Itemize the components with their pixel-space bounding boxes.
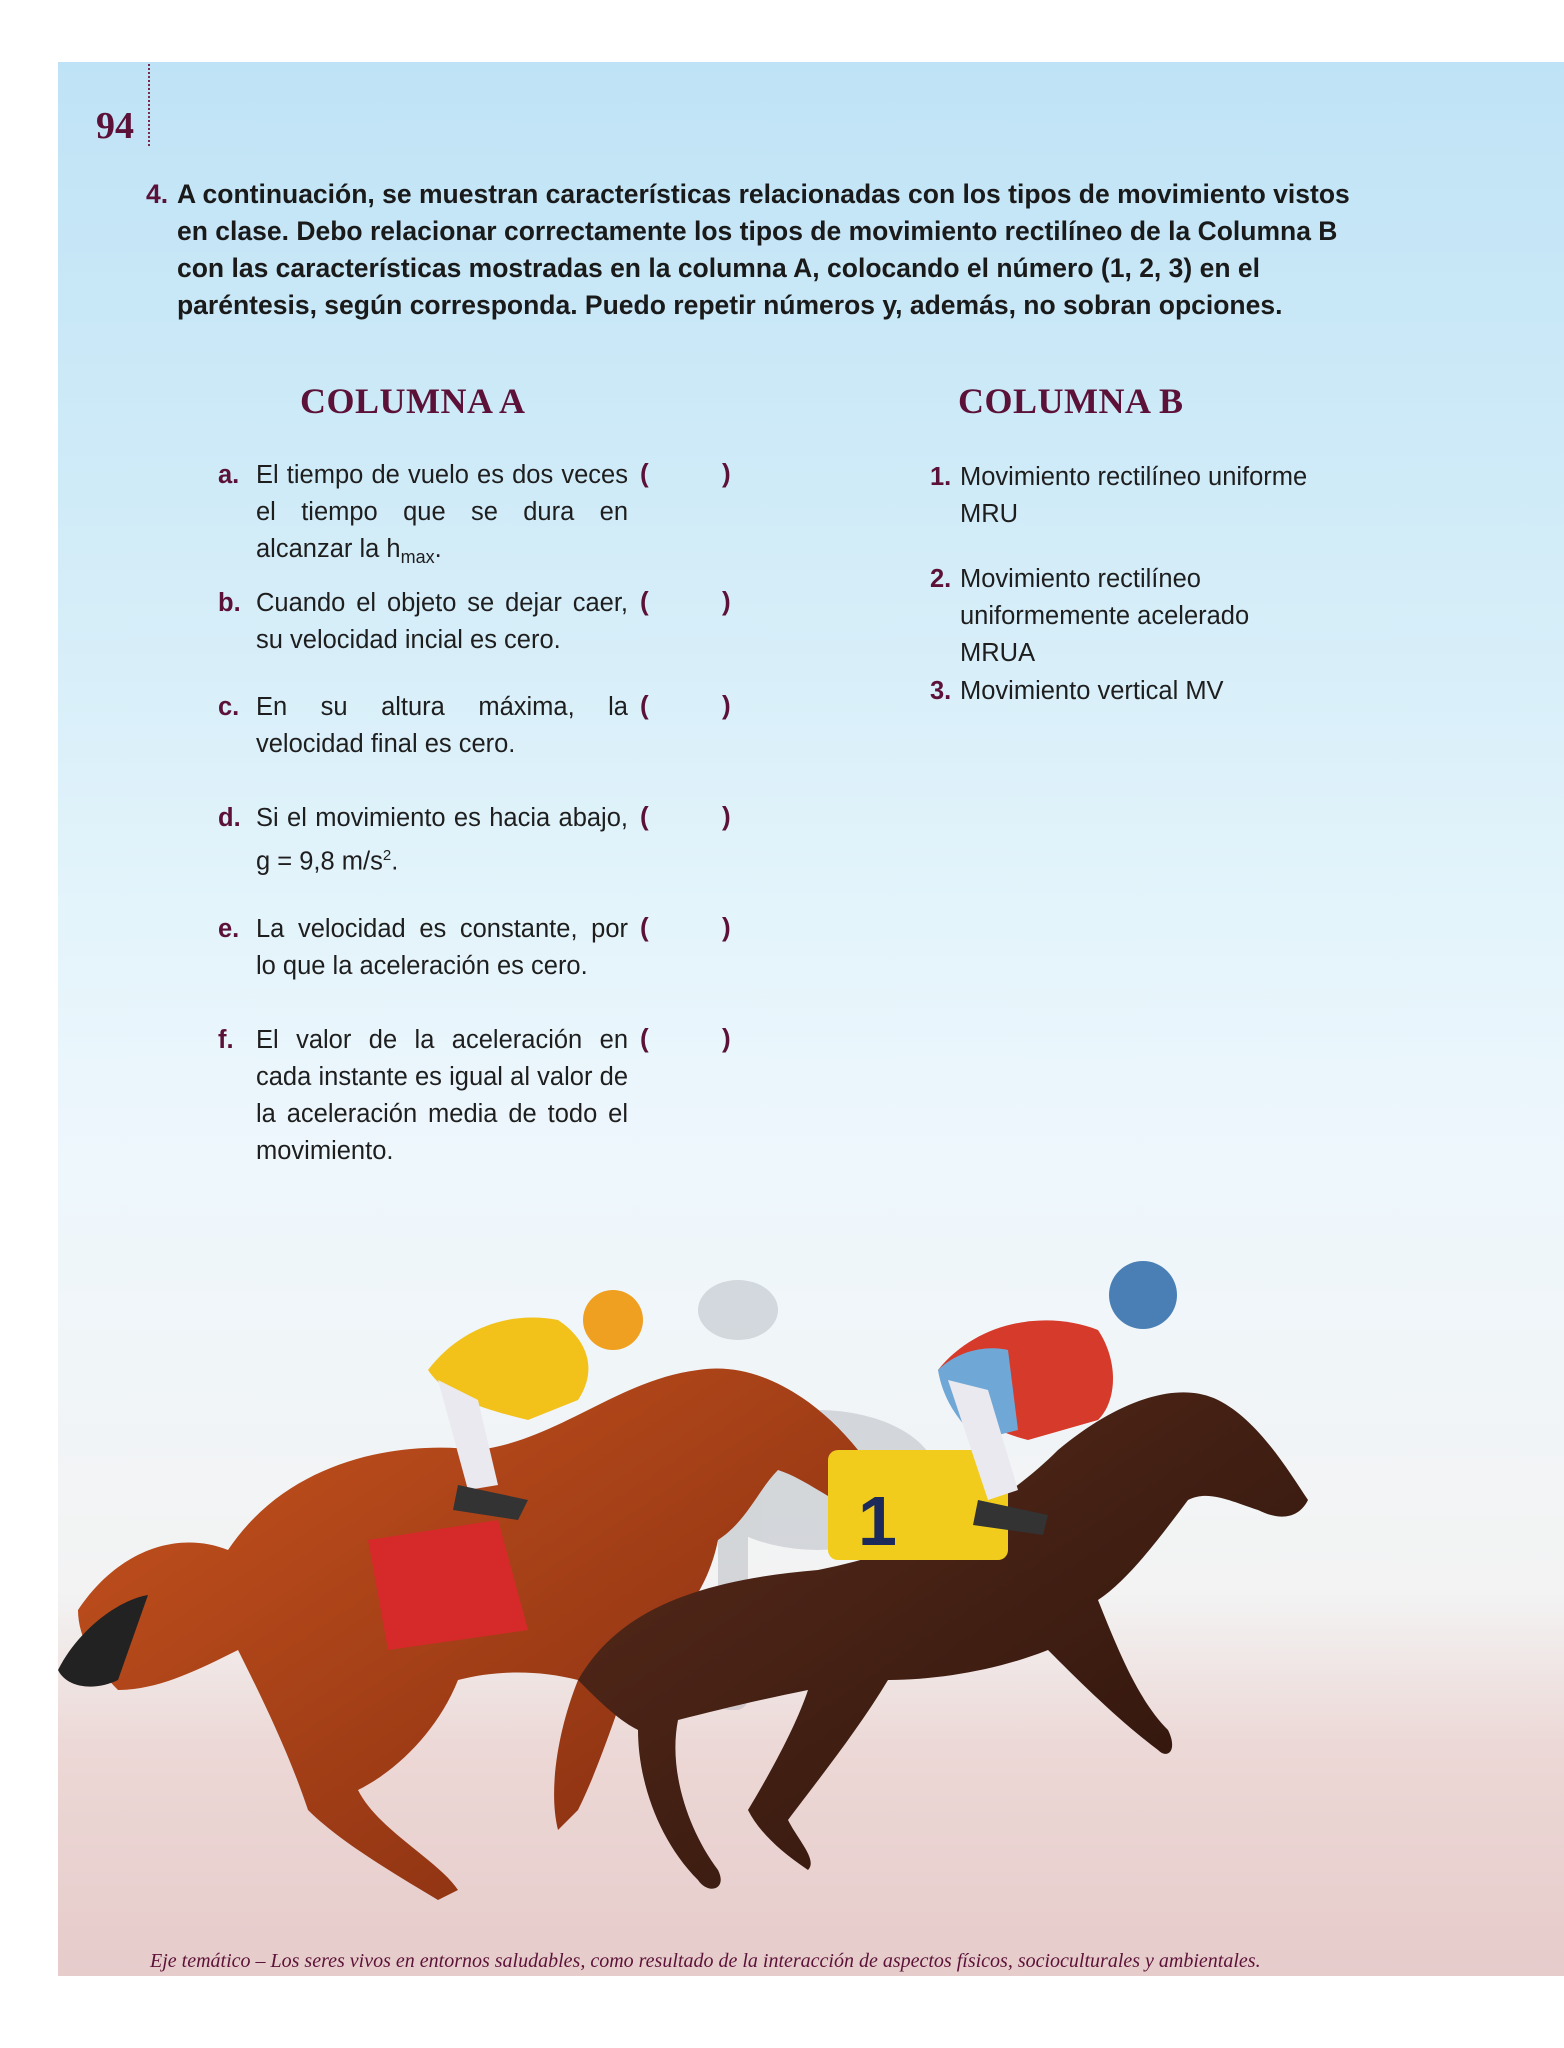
column-a-title: COLUMNA A <box>300 381 526 421</box>
exercise-text: A continuación, se muestran características relacionadas con los tipos de movimiento vistos en clase. Debo relacionar correctamente los tipos de movimiento rectilíneo de la Columna B con las características mostradas en la columna A, colocando el número (1, 2, 3) en el paréntesis, según corresponda. Puedo repetir números y, además, no sobran opciones. <box>177 179 1350 320</box>
column-a-item <box>218 800 628 881</box>
answer-paren-open[interactable]: ( <box>640 801 649 831</box>
answer-paren-close: ) <box>722 912 731 942</box>
answer-paren-close: ) <box>722 801 731 831</box>
column-b-item <box>930 673 1350 710</box>
item-letter: b. <box>218 589 241 617</box>
item-letter: e. <box>218 915 240 943</box>
item-text: Movimiento vertical MV <box>960 677 1224 705</box>
item-text: El tiempo de vuelo es dos veces el tiempo que se dura en alcanzar la $h_{max}$. <box>256 461 628 568</box>
answer-paren-close: ) <box>722 690 731 720</box>
horse-race-icon <box>58 1250 1438 1930</box>
column-a-item <box>218 1022 628 1170</box>
item-text: En su altura máxima, la velocidad final es cero. <box>256 693 628 758</box>
footer-axis-note: Eje temático – Los seres vivos en entornos saludables, como resultado de la interacción de aspectos físicos, socioculturales y ambientales. <box>150 1950 1261 1972</box>
answer-paren-close: ) <box>722 1023 731 1053</box>
item-letter: a. <box>218 461 240 489</box>
answer-paren-close: ) <box>722 586 731 616</box>
page-number-divider <box>148 64 150 146</box>
column-a-item <box>218 457 628 576</box>
item-text: Si el movimiento es hacia abajo, g = 9,8 $m/s^2$. <box>256 804 628 876</box>
column-a-item <box>218 911 628 985</box>
item-letter: f. <box>218 1026 234 1054</box>
page-number: 94 <box>96 105 134 147</box>
item-text: Movimiento rectilíneo uniformemente acelerado MRUA <box>960 565 1250 667</box>
column-b-title: COLUMNA B <box>958 381 1184 421</box>
answer-paren-close: ) <box>722 458 731 488</box>
item-text: Movimiento rectilíneo uniforme MRU <box>960 463 1308 528</box>
column-b-item <box>930 561 1330 672</box>
item-number: 1. <box>930 463 952 491</box>
column-b-item <box>930 459 1330 533</box>
answer-paren-open[interactable]: ( <box>640 458 649 488</box>
item-text: Cuando el objeto se dejar caer, su velocidad incial es cero. <box>256 589 628 654</box>
column-a-item <box>218 689 628 763</box>
answer-paren-open[interactable]: ( <box>640 1023 649 1053</box>
exercise-instruction <box>146 176 1386 324</box>
item-text: La velocidad es constante, por lo que la aceleración es cero. <box>256 915 628 980</box>
answer-paren-open[interactable]: ( <box>640 690 649 720</box>
item-letter: c. <box>218 693 240 721</box>
item-number: 2. <box>930 565 952 593</box>
item-text: El valor de la aceleración en cada instante es igual al valor de la aceleración media de todo el movimiento. <box>256 1026 628 1165</box>
item-number: 3. <box>930 677 952 705</box>
answer-paren-open[interactable]: ( <box>640 586 649 616</box>
column-a-item <box>218 585 628 659</box>
item-letter: d. <box>218 804 241 832</box>
saddle-number: 1 <box>858 1482 897 1560</box>
answer-paren-open[interactable]: ( <box>640 912 649 942</box>
exercise-number: 4. <box>146 179 169 209</box>
